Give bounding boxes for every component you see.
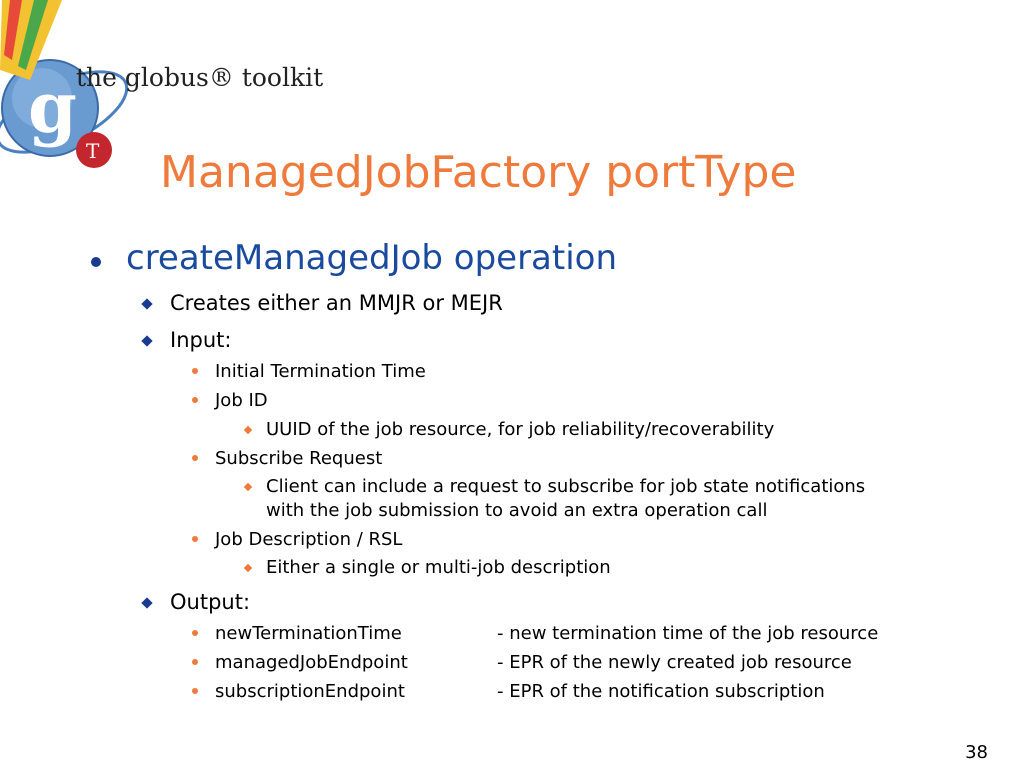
item-either: Either a single or multi-job description [266,557,611,578]
page-number: 38 [965,742,988,763]
item-uuid: UUID of the job resource, for job reliability/recoverability [266,419,775,440]
bullet-dot-icon [192,397,198,403]
bullet-dot-icon [192,630,198,636]
output-name: managedJobEndpoint [215,652,408,673]
item-initial-termination-time: Initial Termination Time [215,361,426,382]
bullet-diamond-icon [141,298,152,309]
bullet-dot-icon [192,368,198,374]
svg-text:T: T [86,139,100,163]
output-description: - EPR of the notification subscription [497,681,825,702]
item-output: Output: [170,590,251,614]
output-name: subscriptionEndpoint [215,681,405,702]
output-description: - EPR of the newly created job resource [497,652,852,673]
bullet-dot-icon [192,659,198,665]
logo-text: the globus® toolkit [76,63,324,92]
bullet-diamond-icon [244,483,252,491]
item-input: Input: [170,328,232,352]
item-client-line-1: Client can include a request to subscribe for job state notifications [266,476,866,497]
bullet-diamond-icon [244,564,252,572]
bullet-dot-icon [192,536,198,542]
item-subscribe-request: Subscribe Request [215,448,383,469]
bullet-dot-icon [91,257,101,267]
slide-title: ManagedJobFactory portType [160,147,797,198]
bullet-dot-icon [192,455,198,461]
svg-text:g: g [28,66,77,149]
item-job-id: Job ID [215,390,268,411]
bullet-diamond-icon [141,335,152,346]
item-client-line-2: with the job submission to avoid an extra operation call [266,500,768,521]
bullet-diamond-icon [244,426,252,434]
output-description: - new termination time of the job resource [497,623,879,644]
item-job-description: Job Description / RSL [215,529,403,550]
heading-create-managed-job: createManagedJob operation [126,238,618,278]
bullet-diamond-icon [141,597,152,608]
item-creates: Creates either an MMJR or MEJR [170,291,503,315]
bullet-dot-icon [192,688,198,694]
output-name: newTerminationTime [215,623,402,644]
